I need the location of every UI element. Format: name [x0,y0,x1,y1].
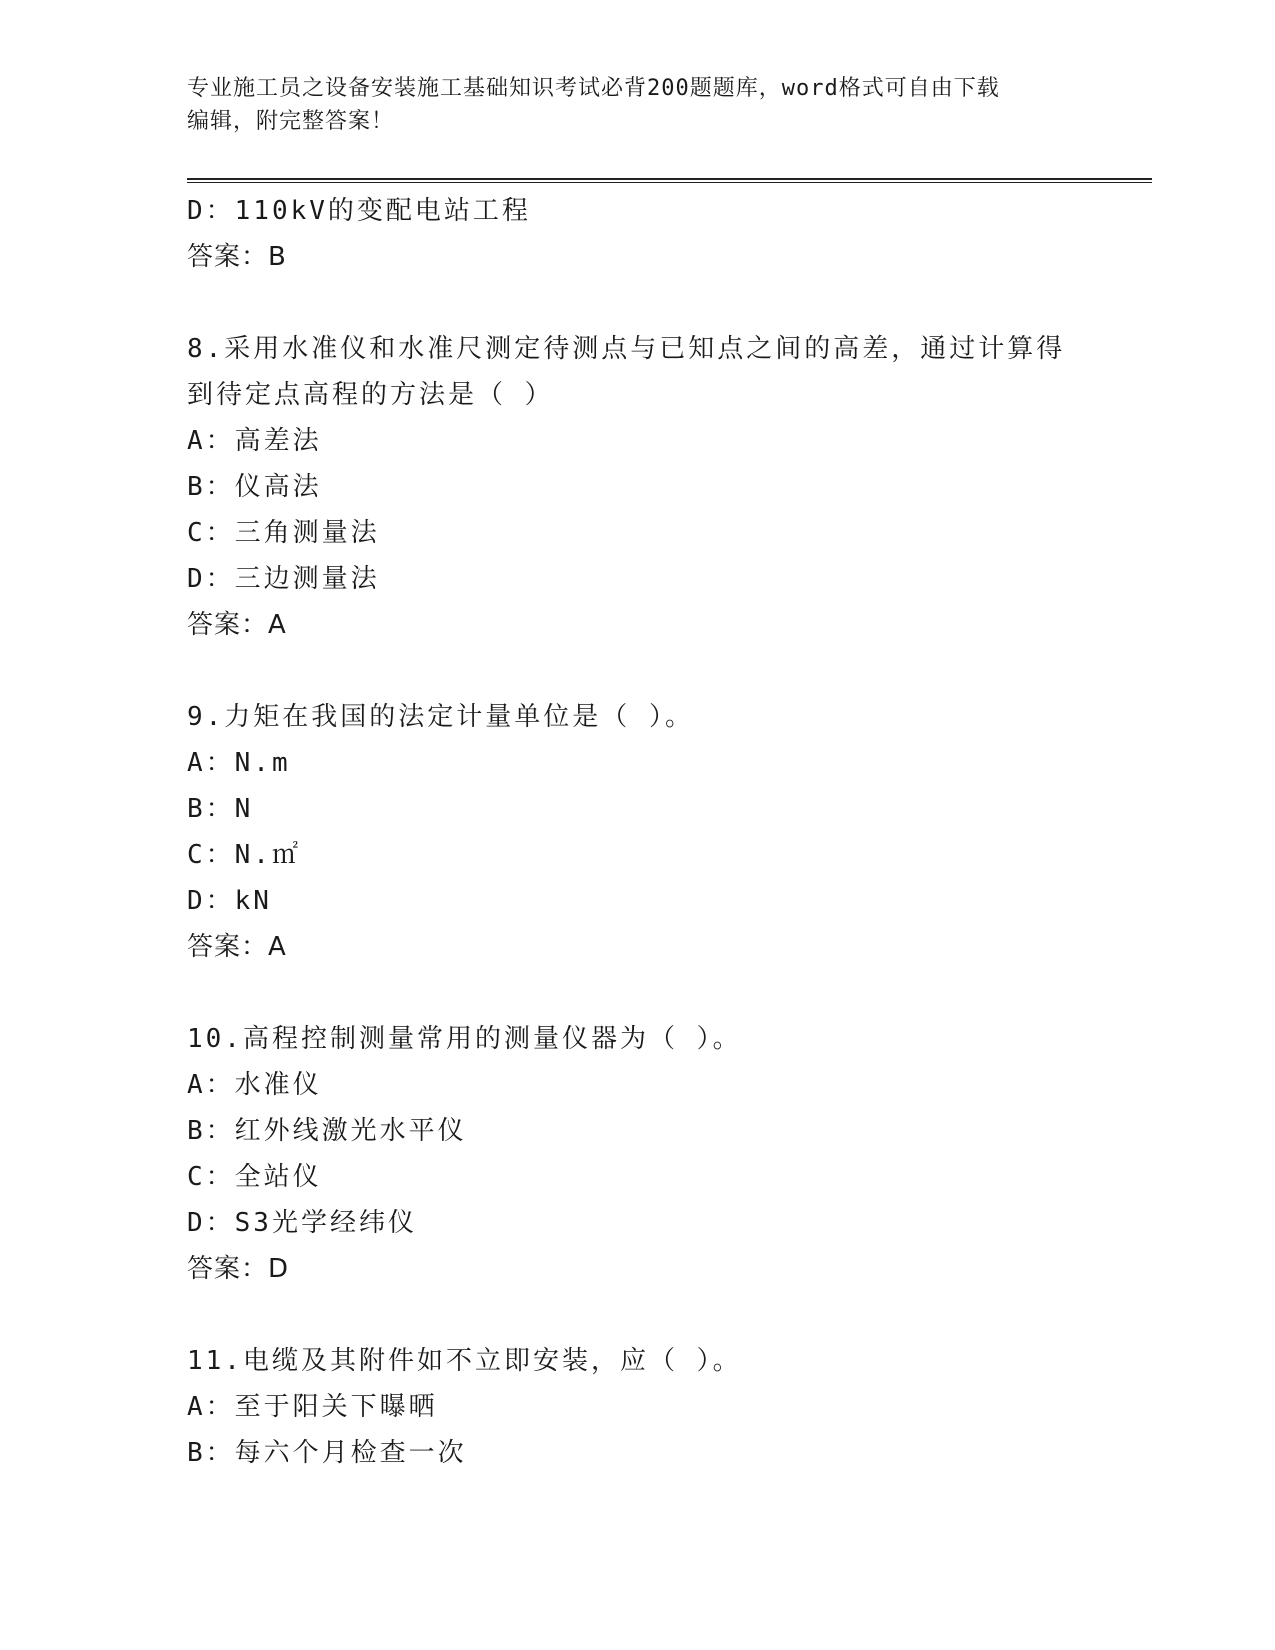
question-8-answer: 答案：A [187,610,287,640]
question-10-option-d: D：S3光学经纬仪 [187,1208,417,1238]
question-11-option-a: A：至于阳关下曝晒 [187,1392,438,1422]
question-9-option-b: B：N [187,794,254,824]
header-divider [187,178,1152,183]
document-header [187,72,1067,138]
question-10 [187,1016,1067,1292]
question-9 [187,694,1067,970]
question-11-text: 11.电缆及其附件如不立即安装，应（ ）。 [187,1346,742,1376]
document-body [187,188,1067,1476]
question-11 [187,1338,1067,1476]
question-10-option-c: C：全站仪 [187,1162,322,1192]
question-8-text-line2: 到待定点高程的方法是（ ） [187,380,554,410]
header-title-line1: 专业施工员之设备安装施工基础知识考试必背200题题库，word格式可自由下载 [187,76,1000,101]
prev-question-answer: 答案：B [187,242,287,272]
question-9-answer: 答案：A [187,932,287,962]
question-11-option-b: B：每六个月检查一次 [187,1438,467,1468]
question-8-option-d: D：三边测量法 [187,564,380,594]
question-10-option-a: A：水准仪 [187,1070,322,1100]
question-9-text: 9.力矩在我国的法定计量单位是（ ）。 [187,702,694,732]
spacer [187,648,1067,694]
header-title-line2: 编辑，附完整答案！ [187,109,395,134]
spacer [187,280,1067,326]
question-9-option-d: D：kN [187,886,272,916]
question-10-answer: 答案：D [187,1254,290,1284]
question-9-option-a: A：N.m [187,748,291,778]
question-10-option-b: B：红外线激光水平仪 [187,1116,467,1146]
question-9-option-c: C：N.㎡ [187,840,301,870]
question-8-text-line1: 8.采用水准仪和水准尺测定待测点与已知点之间的高差，通过计算得 [187,334,1066,364]
spacer [187,1292,1067,1338]
prev-question-option-d: D：110kV的变配电站工程 [187,196,531,226]
question-8-option-a: A：高差法 [187,426,322,456]
question-8 [187,326,1067,648]
spacer [187,970,1067,1016]
question-10-text: 10.高程控制测量常用的测量仪器为（ ）。 [187,1024,742,1054]
question-8-option-c: C：三角测量法 [187,518,380,548]
question-8-option-b: B：仪高法 [187,472,322,502]
